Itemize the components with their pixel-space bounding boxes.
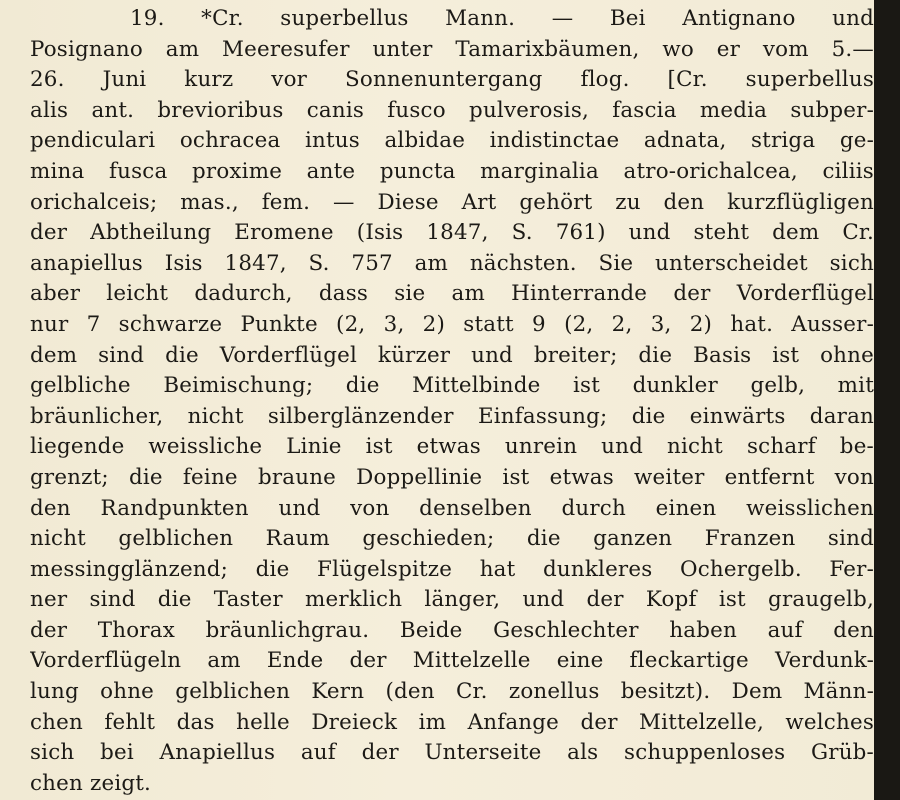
text-line: den Randpunkten und von denselben durch einen weisslichen xyxy=(30,495,874,521)
text-line: alis ant. brevioribus canis fusco pulverosis, fascia media subper- xyxy=(30,97,874,123)
text-line: liegende weissliche Linie ist etwas unrein und nicht scharf be- xyxy=(30,434,874,460)
text-line: nur 7 schwarze Punkte (2, 3, 2) statt 9 (2, 2, 3, 2) hat. Ausser- xyxy=(30,311,874,337)
text-line: 19. *Cr. superbellus Mann. — Bei Antignano und xyxy=(130,6,874,31)
text-line: aber leicht dadurch, dass sie am Hinterrande der Vorderflügel xyxy=(30,281,874,307)
text-line: grenzt; die feine braune Doppellinie ist etwas weiter entfernt von xyxy=(30,464,874,490)
text-line: messingglänzend; die Flügelspitze hat dunkleres Ochergelb. Fer- xyxy=(30,556,874,582)
text-line: lung ohne gelblichen Kern (den Cr. zonellus besitzt). Dem Männ- xyxy=(30,679,874,705)
text-line: sich bei Anapiellus auf der Unterseite als schuppenloses Grüb- xyxy=(30,740,874,766)
text-line: der Thorax bräunlichgrau. Beide Geschlechter haben auf den xyxy=(30,617,874,643)
text-line: der Abtheilung Eromene (Isis 1847, S. 761) und steht dem Cr. xyxy=(30,220,874,246)
text-line: pendiculari ochracea intus albidae indistinctae adnata, striga ge- xyxy=(30,128,874,154)
text-line: dem sind die Vorderflügel kürzer und breiter; die Basis ist ohne xyxy=(30,342,874,368)
text-line: nicht gelblichen Raum geschieden; die ganzen Franzen sind xyxy=(30,526,874,552)
text-line: Vorderflügeln am Ende der Mittelzelle eine fleckartige Verdunk- xyxy=(30,648,874,674)
page-edge-shadow xyxy=(874,0,900,800)
text-line: chen fehlt das helle Dreieck im Anfange der Mittelzelle, welches xyxy=(30,709,874,735)
text-line: Posignano am Meeresufer unter Tamarixbäumen, wo er vom 5.— xyxy=(30,36,874,62)
text-line: bräunlicher, nicht silberglänzender Einfassung; die einwärts daran xyxy=(30,403,874,429)
text-line: orichalceis; mas., fem. — Diese Art gehört zu den kurzflügligen xyxy=(30,189,874,215)
text-line: mina fusca proxime ante puncta marginalia atro-orichalcea, ciliis xyxy=(30,158,874,184)
text-line: gelbliche Beimischung; die Mittelbinde ist dunkler gelb, mit xyxy=(30,373,874,399)
text-line: anapiellus Isis 1847, S. 757 am nächsten. Sie unterscheidet sich xyxy=(30,250,874,276)
text-line: chen zeigt. xyxy=(30,770,152,796)
text-block xyxy=(30,4,874,800)
text-line: ner sind die Taster merklich länger, und der Kopf ist graugelb, xyxy=(30,587,874,613)
text-line: 26. Juni kurz vor Sonnenuntergang flog. [Cr. superbellus xyxy=(30,67,874,93)
